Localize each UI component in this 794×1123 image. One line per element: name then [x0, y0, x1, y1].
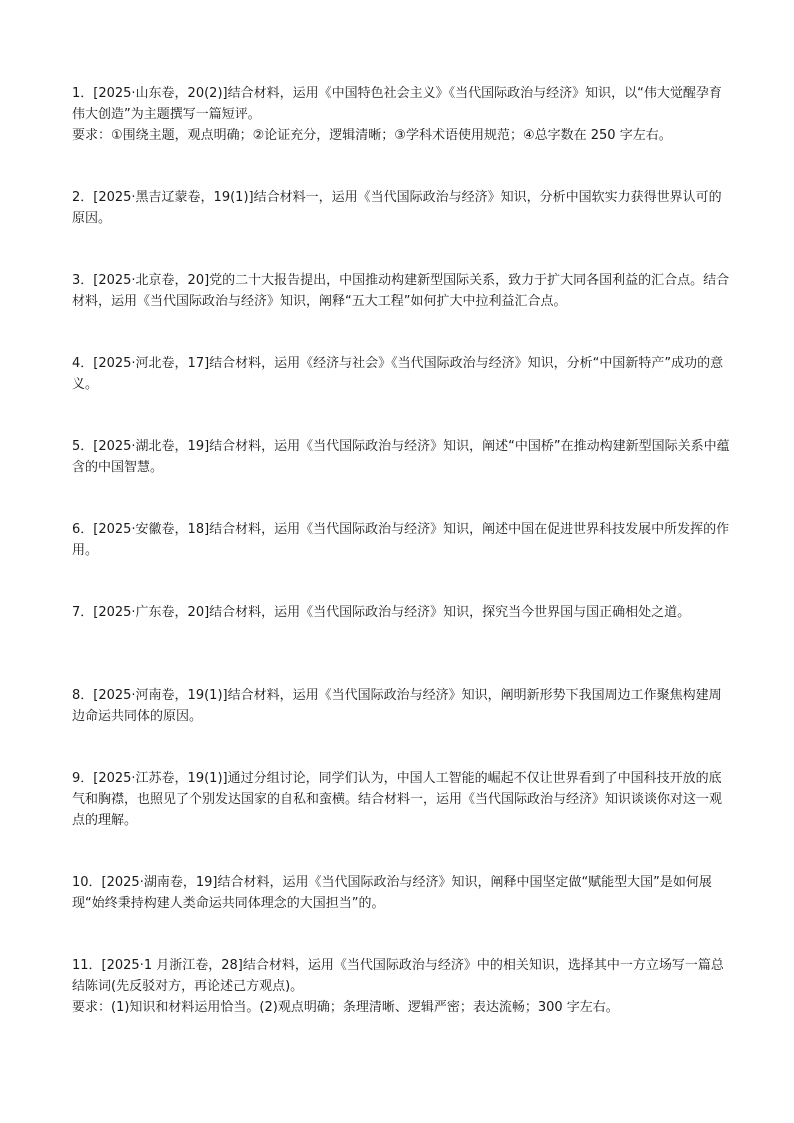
question-1 [72, 83, 732, 146]
question-7 [72, 602, 690, 623]
question-1-requirement: 要求：①围绕主题，观点明确；②论证充分，逻辑清晰；③学科术语使用规范；④总字数在 250 字左右。 [72, 128, 672, 143]
question-5-text: 5．[2025·湖北卷，19]结合材料，运用《当代国际政治与经济》知识，阐述“中国桥”在推动构建新型国际关系中蕴含的中国智慧。 [72, 439, 730, 475]
question-11-requirement: 要求：(1)知识和材料运用恰当。(2)观点明确；条理清晰、逻辑严密；表达流畅；300 字左右。 [72, 1000, 619, 1015]
question-11-text: 11．[2025·1 月浙江卷，28]结合材料，运用《当代国际政治与经济》中的相关知识，选择其中一方立场写一篇总结陈词(先反驳对方，再论述己方观点)。 [72, 958, 724, 994]
question-7-text: 7．[2025·广东卷，20]结合材料，运用《当代国际政治与经济》知识，探究当今世界国与国正确相处之道。 [72, 605, 691, 620]
question-5 [72, 436, 732, 478]
question-4 [72, 353, 732, 395]
question-6-text: 6．[2025·安徽卷，18]结合材料，运用《当代国际政治与经济》知识，阐述中国在促进世界科技发展中所发挥的作用。 [72, 522, 730, 558]
question-11 [72, 955, 732, 1018]
question-3 [72, 270, 732, 312]
question-8-text: 8．[2025·河南卷，19(1)]结合材料，运用《当代国际政治与经济》知识，阐明新形势下我国周边工作聚焦构建周边命运共同体的原因。 [72, 688, 722, 724]
question-10-text: 10．[2025·湖南卷，19]结合材料，运用《当代国际政治与经济》知识，阐释中国坚定做“赋能型大国”是如何展现“始终秉持构建人类命运共同体理念的大国担当”的。 [72, 875, 712, 911]
question-2 [72, 187, 732, 229]
question-2-text: 2．[2025·黑吉辽蒙卷，19(1)]结合材料一，运用《当代国际政治与经济》知识，分析中国软实力获得世界认可的原因。 [72, 190, 722, 226]
question-4-text: 4．[2025·河北卷，17]结合材料，运用《经济与社会》《当代国际政治与经济》知识，分析“中国新特产”成功的意义。 [72, 356, 724, 392]
question-10 [72, 872, 732, 914]
question-8 [72, 685, 732, 727]
question-6 [72, 519, 732, 561]
question-1-text: 1．[2025·山东卷，20(2)]结合材料，运用《中国特色社会主义》《当代国际政治与经济》知识，以“伟大觉醒孕育伟大创造”为主题撰写一篇短评。 [72, 86, 722, 122]
question-9 [72, 768, 732, 831]
question-3-text: 3．[2025·北京卷，20]党的二十大报告提出，中国推动构建新型国际关系，致力于扩大同各国利益的汇合点。结合材料，运用《当代国际政治与经济》知识，阐释“五大工程”如何扩大中拉利益汇合点。 [72, 273, 730, 309]
question-9-text: 9．[2025·江苏卷，19(1)]通过分组讨论，同学们认为，中国人工智能的崛起不仅让世界看到了中国科技开放的底气和胸襟，也照见了个别发达国家的自私和蛮横。结合材料一，运用《当代国际政治与经济》知识谈谈你对这一观点的理解。 [72, 771, 723, 828]
